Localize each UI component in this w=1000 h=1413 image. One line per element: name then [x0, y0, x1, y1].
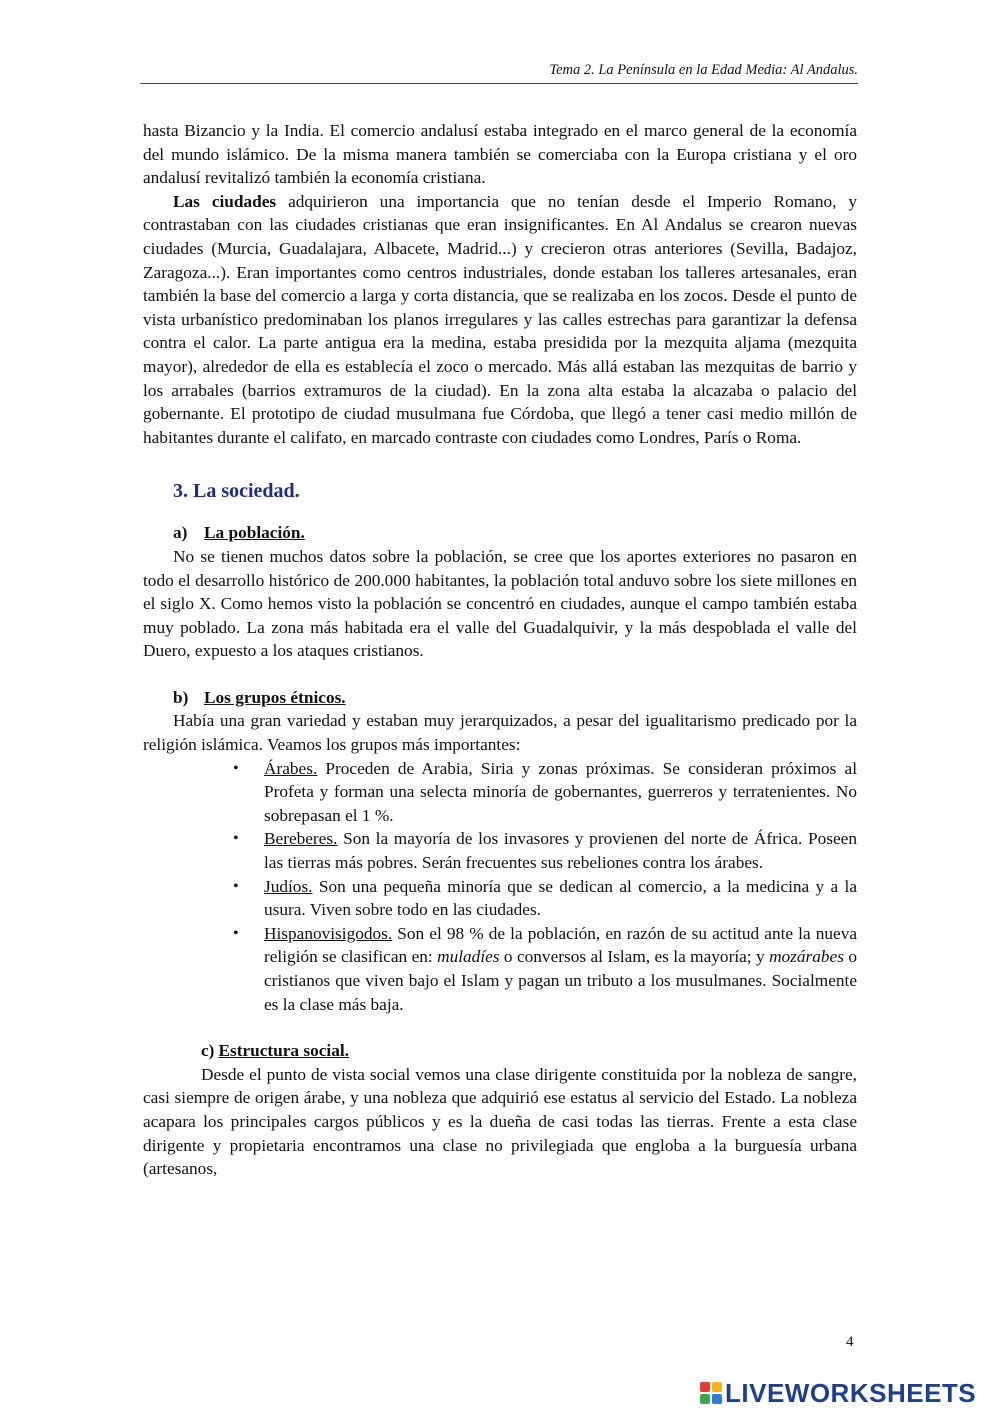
subheading-poblacion [173, 521, 857, 545]
paragraph-poblacion: No se tienen muchos datos sobre la población, se cree que los aportes exteriores no pasaron en todo el desarrollo histórico de 200.000 habitantes, la población total anduvo sobre los siete millones en el siglo X. Como hemos visto la población se concentró en ciudades, aunque el campo también estaba muy poblado. La zona más habitada era el valle del Guadalquivir, y la más despoblada el valle del Duero, expuesto a los ataques cristianos. [143, 546, 857, 661]
liveworksheets-watermark [700, 1378, 976, 1408]
bullet-icon: • [233, 877, 239, 895]
subheading-text: Los grupos étnicos. [204, 687, 346, 707]
subheading-estructura [201, 1039, 857, 1063]
header-divider [140, 83, 858, 84]
list-item [233, 827, 857, 874]
liveworksheets-logo-icon [700, 1382, 722, 1404]
watermark-text: LIVEWORKSHEETS [725, 1377, 977, 1408]
subheading-grupos [173, 686, 857, 710]
page-number: 4 [846, 1334, 854, 1350]
subheading-text: La población. [204, 523, 305, 543]
subheading-text: Estructura social. [218, 1041, 349, 1061]
group-text: Proceden de Arabia, Siria y zonas próximas. Se consideran próximos al Profeta y forman una selecta minoría de gobernantes, guerreros y terratenientes. No sobrepasan el 1 %. [264, 758, 857, 825]
list-item [233, 875, 857, 922]
paragraph-estructura: Desde el punto de vista social vemos una clase dirigente constituida por la nobleza de sangre, casi siempre de origen árabe, y una nobleza que adquirió ese estatus al servicio del Estado. La nobleza acapara los principales cargos públicos y es la dueña de casi todas las tierras. Frente a esta clase dirigente y propietaria encontramos una clase no privilegiada que engloba a la burguesía urbana (artesanos, [143, 1064, 857, 1179]
list-item [233, 922, 858, 1016]
group-text: Son el 98 % de la población, en razón de su actitud ante la nueva religión se clasifican en: [264, 923, 857, 967]
cities-lead: Las ciudades [173, 191, 277, 211]
cities-text: adquirieron una importancia que no tenían desde el Imperio Romano, y contrastaban con las ciudades cristianas que eran insignificantes. En Al Andalus se crearon nuevas ciudades (Murcia, Guadalajara, Albacete, Madrid...) y crecieron otras anteriores (Sevilla, Badajoz, Zaragoza...). Eran importantes como centros industriales, donde estaban los talleres artesanales, eran también la base del comercio a larga y corta distancia, que se realizaba en los zocos. Desde el punto de vista urbanístico predominaban los planos irregulares y las calles estrechas para garantizar la defensa contra el calor. La parte antigua era la medina, estaba presidida por la mezquita aljama (mezquita mayor), alrededor de ella es establecía el zoco o mercado. Más allá estaban las mezquitas de barrio y los arrabales (barrios extramuros de la ciudad). En la zona alta estaba la alcazaba o palacio del gobernante. El prototipo de ciudad musulmana fue Córdoba, que llegó a tener casi medio millón de habitantes durante el califato, en marcado contraste con ciudades como Londres, París o Roma. [143, 191, 857, 447]
subheading-letter: b) [173, 687, 189, 707]
list-item [233, 757, 857, 828]
ethnic-groups-list [143, 757, 857, 1017]
group-term: Judíos. [264, 876, 313, 896]
group-term: Árabes. [264, 758, 318, 778]
bullet-icon: • [233, 830, 239, 848]
running-header: Tema 2. La Península en la Edad Media: Al Andalus. [549, 62, 858, 78]
group-emphasis: muladíes [437, 947, 500, 967]
group-term: Bereberes. [264, 829, 338, 849]
bullet-icon: • [233, 759, 239, 777]
paragraph-commerce: hasta Bizancio y la India. El comercio andalusí estaba integrado en el marco general de la economía del mundo islámico. De la misma manera también se comerciaba con la Europa cristiana y el oro andalusí revitalizó también la economía cristiana. [143, 121, 857, 188]
bullet-icon: • [233, 924, 239, 942]
subheading-letter: a) [173, 523, 188, 543]
group-text: o conversos al Islam, es la mayoría; y [499, 947, 770, 967]
group-text: o cristianos que viven bajo el Islam y pagan un tributo a los musulmanes. Socialmente es la clase más baja. [264, 947, 858, 1014]
section-title: 3. La sociedad. [173, 480, 300, 503]
paragraph-grupos: Había una gran variedad y estaban muy jerarquizados, a pesar del igualitarismo predicado por la religión islámica. Veamos los grupos más importantes: [143, 711, 857, 755]
document-body [143, 119, 857, 1181]
group-term: Hispanovisigodos. [264, 923, 393, 943]
group-text: Son la mayoría de los invasores y provienen del norte de África. Poseen las tierras más pobres. Serán frecuentes sus rebeliones contra los árabes. [264, 829, 857, 873]
subheading-letter: c) [201, 1041, 215, 1061]
group-text: Son una pequeña minoría que se dedican al comercio, a la medicina y a la usura. Viven sobre todo en las ciudades. [264, 876, 857, 920]
paragraph-cities [143, 190, 857, 450]
group-emphasis: mozárabes [769, 947, 844, 967]
